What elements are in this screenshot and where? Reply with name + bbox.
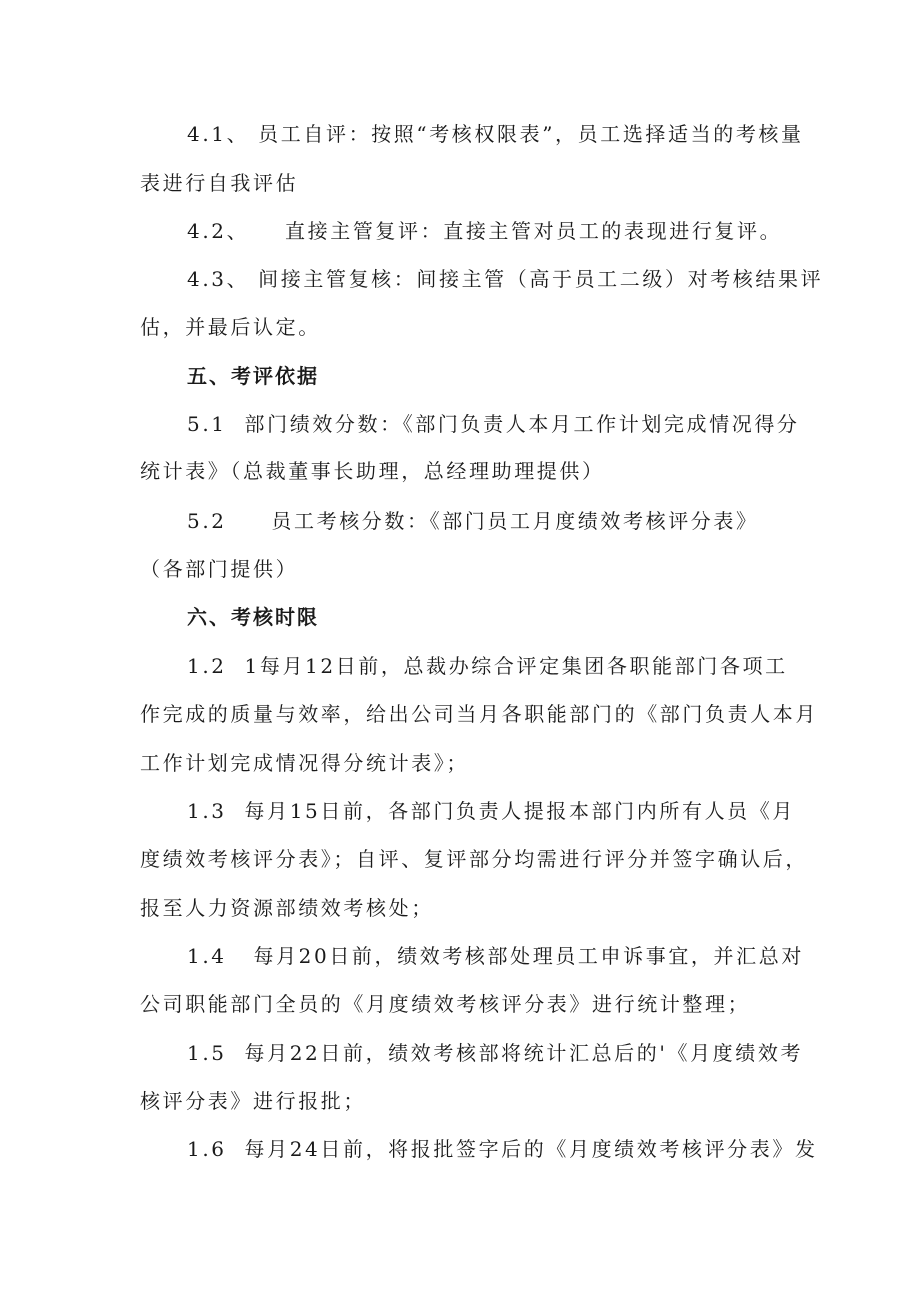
- paragraph-line: 1.5 每月22日前，绩效考核部将统计汇总后的'《月度绩效考: [187, 1041, 804, 1065]
- heading-section-6: 六、考核时限: [187, 605, 319, 629]
- paragraph-line: 估，并最后认定。: [140, 315, 321, 339]
- paragraph-line: 统计表》（总裁董事长助理，总经理助理提供）: [140, 459, 605, 483]
- paragraph-line: 核评分表》进行报批；: [140, 1089, 366, 1113]
- paragraph-line: 1.3 每月15日前，各部门负责人提报本部门内所有人员《月: [187, 799, 795, 823]
- paragraph-line: 5.2 员工考核分数：《部门员工月度绩效考核评分表》: [187, 509, 759, 533]
- paragraph-line: （各部门提供）: [140, 557, 299, 581]
- paragraph-line: 4.1、 员工自评：按照“考核权限表”，员工选择适当的考核量: [187, 122, 804, 146]
- paragraph-line: 1.6 每月24日前，将报批签字后的《月度绩效考核评分表》发: [187, 1137, 818, 1161]
- paragraph-line: 作完成的质量与效率，给出公司当月各职能部门的《部门负责人本月: [140, 702, 818, 726]
- paragraph-line: 度绩效考核评分表》；自评、复评部分均需进行评分并签字确认后，: [140, 847, 808, 871]
- paragraph-line: 工作计划完成情况得分统计表》；: [140, 751, 469, 775]
- paragraph-line: 公司职能部门全员的《月度绩效考核评分表》进行统计整理；: [140, 992, 751, 1016]
- paragraph-line: 1.4 每月20日前，绩效考核部处理员工申诉事宜，并汇总对: [187, 944, 804, 968]
- paragraph-line: 4.3、 间接主管复核：间接主管（高于员工二级）对考核结果评: [187, 267, 824, 291]
- heading-section-5: 五、考评依据: [187, 364, 319, 388]
- paragraph-line: 表进行自我评估: [140, 171, 299, 195]
- paragraph-line: 1.2 1每月12日前，总裁办综合评定集团各职能部门各项工: [187, 654, 788, 678]
- paragraph-line: 4.2、 直接主管复评：直接主管对员工的表现进行复评。: [187, 219, 783, 243]
- paragraph-line: 5.1 部门绩效分数：《部门负责人本月工作计划完成情况得分: [187, 412, 800, 436]
- paragraph-line: 报至人力资源部绩效考核处；: [140, 896, 434, 920]
